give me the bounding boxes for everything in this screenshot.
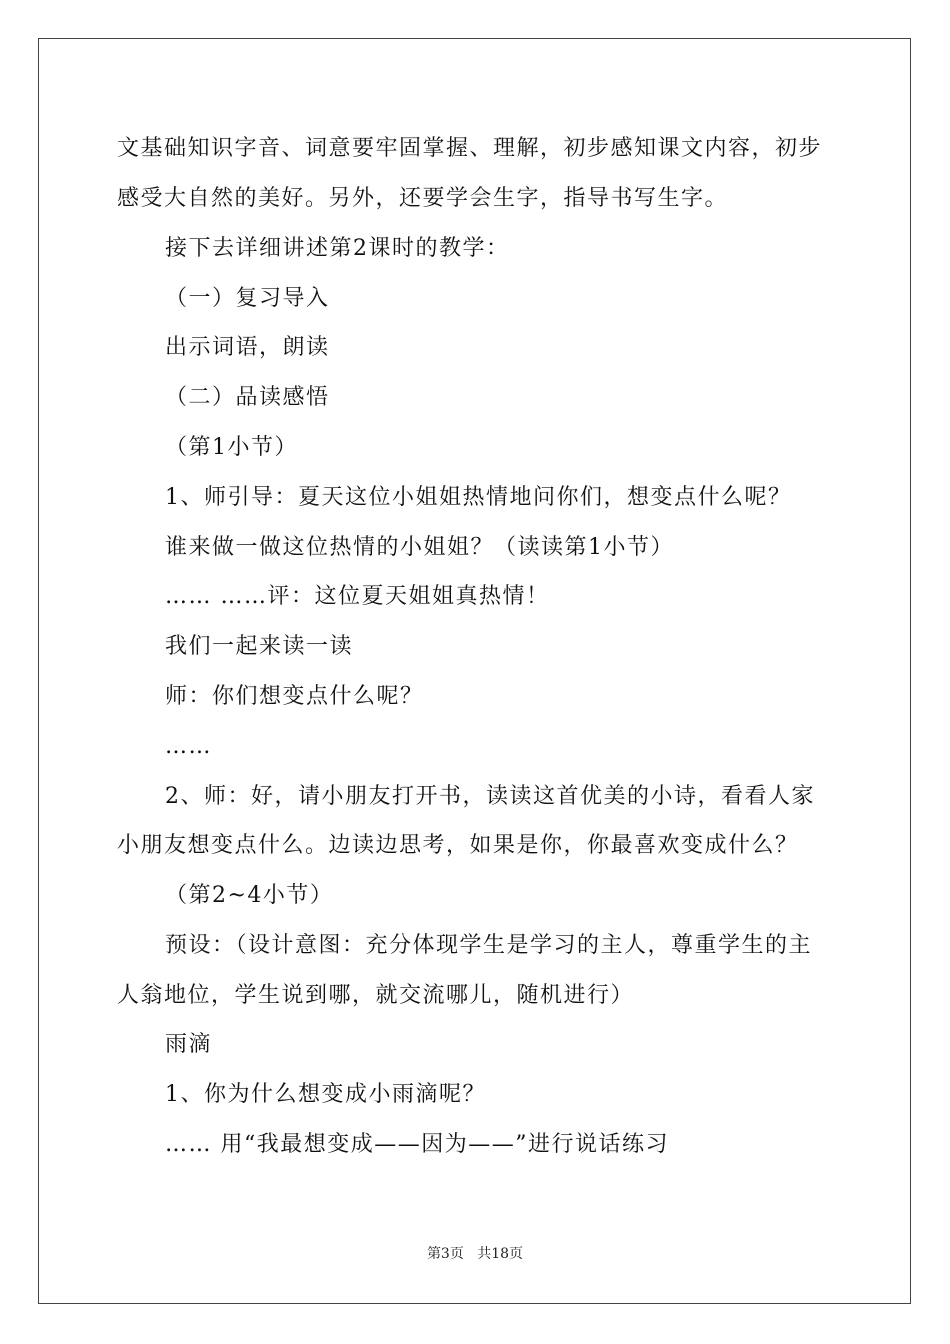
text-line: 文基础知识字音、词意要牢固掌握、理解，初步感知课文内容，初步 <box>117 136 823 161</box>
text-line: 接下去详细讲述第2课时的教学： <box>165 236 510 261</box>
text-line: 我们一起来读一读 <box>165 634 354 659</box>
text-line: 小朋友想变点什么。边读边思考，如果是你，你最喜欢变成什么？ <box>117 833 799 858</box>
text-line: 师：你们想变点什么呢？ <box>165 684 424 709</box>
text-line: …… 用“我最想变成——因为——”进行说话练习 <box>165 1132 669 1157</box>
text-line: 1、你为什么想变成小雨滴呢？ <box>165 1082 486 1107</box>
text-line: 雨滴 <box>165 1032 213 1057</box>
text-line: 预设：（设计意图：充分体现学生是学习的主人，尊重学生的主 <box>165 933 813 958</box>
text-line: 谁来做一做这位热情的小姐姐？（读读第1小节） <box>165 535 674 560</box>
text-line: 出示词语，朗读 <box>165 335 330 360</box>
text-line: 1、师引导：夏天这位小姐姐热情地问你们，想变点什么呢？ <box>165 485 792 510</box>
text-line: 感受大自然的美好。另外，还要学会生字，指导书写生字。 <box>117 186 729 211</box>
text-line: …… ……评：这位夏天姐姐真热情！ <box>165 584 550 609</box>
text-line: （第1小节） <box>165 435 298 460</box>
page-total: 共18页 <box>477 1246 524 1262</box>
page-footer <box>0 1243 950 1263</box>
page-number: 第3页 <box>426 1246 464 1262</box>
text-line: 2、师：好，请小朋友打开书，读读这首优美的小诗，看看人家 <box>165 784 815 809</box>
text-line: （第2~4小节） <box>165 883 334 908</box>
text-line: 人翁地位，学生说到哪，就交流哪儿，随机进行） <box>117 983 635 1008</box>
text-line: …… <box>165 734 212 759</box>
section-heading: （二）品读感悟 <box>165 385 330 410</box>
page-border <box>38 38 911 1304</box>
section-heading: （一）复习导入 <box>165 286 330 311</box>
